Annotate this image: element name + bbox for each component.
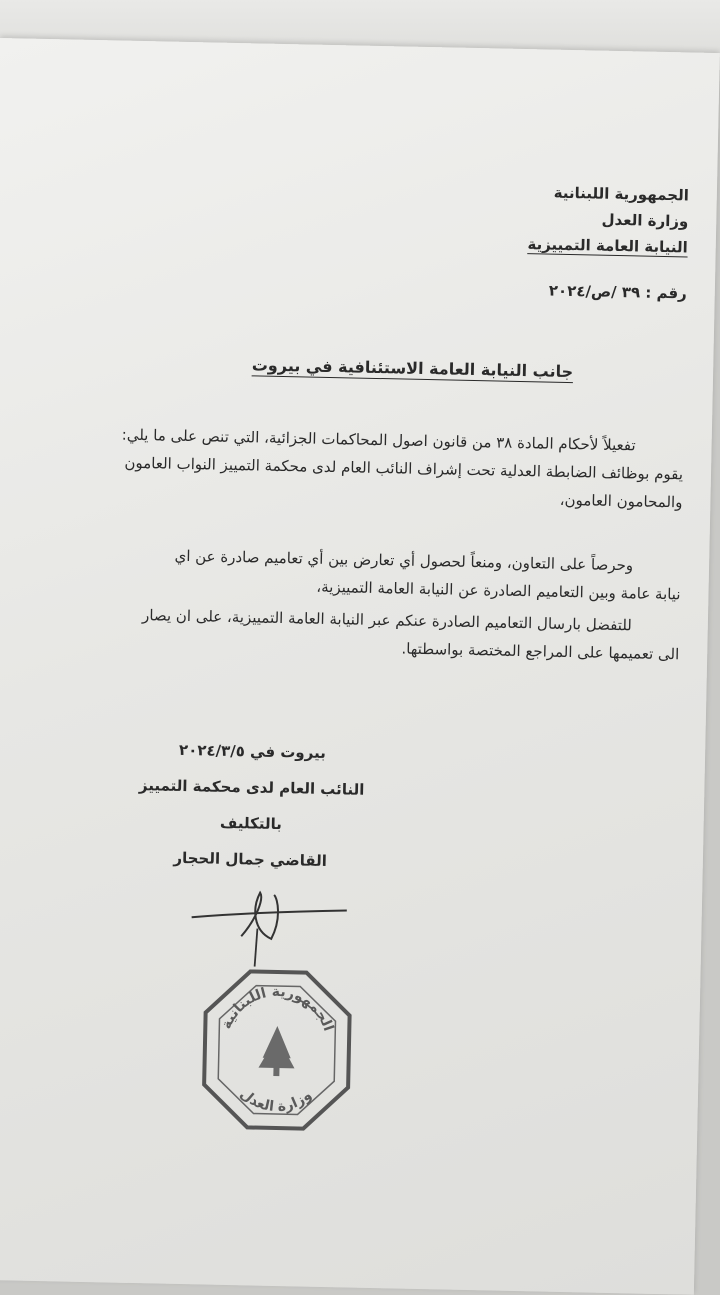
handwritten-signature [181, 887, 353, 971]
stamp-bottom-text: وزارة العدل [236, 1085, 315, 1116]
signature-name: القاضي جمال الحجار [173, 848, 328, 871]
official-stamp [195, 964, 359, 1137]
paragraph-1-line-1: تفعيلاً لأحكام المادة ٣٨ من قانون اصول المحاكمات الجزائية، التي تنص على ما يلي: [121, 425, 636, 455]
paragraph-2-line-1: وحرصاً على التعاون، ومنعاً لحصول أي تعارض بين أي تعاميم صادرة عن اي [174, 546, 634, 575]
paragraph-3 [29, 595, 680, 669]
signature-title: النائب العام لدى محكمة التمييز [138, 776, 365, 799]
paragraph-1-line-3: والمحامون العامون، [559, 490, 683, 512]
letterhead [527, 179, 689, 260]
country-name: الجمهورية اللبنانية [553, 183, 690, 205]
paragraph-1 [32, 419, 684, 517]
paragraph-2-line-2: نيابة عامة وبين التعاميم الصادرة عن النيابة العامة التمييزية، [316, 577, 681, 604]
paragraph-3-line-1: للتفضل بارسال التعاميم الصادرة عنكم عبر النيابة العامة التمييزية، على ان يصار [141, 606, 633, 635]
office-name: النيابة العامة التمييزية [527, 235, 688, 257]
cedar-emblem-icon [258, 1026, 295, 1077]
addressee-line: جانب النيابة العامة الاستئنافية في بيروت [251, 355, 574, 382]
signature-delegation: بالتكليف [219, 813, 283, 834]
signature-date: بيروت في ٢٠٢٤/٣/٥ [178, 740, 327, 762]
ministry-name: وزارة العدل [601, 210, 689, 231]
paragraph-3-line-2: الى تعميمها على المراجع المختصة بواسطتها. [401, 639, 680, 664]
reference-number: رقم : ٣٩ /ص/٢٠٢٤ [548, 281, 687, 303]
stamp-top-text: الجمهورية اللبنانية [218, 983, 337, 1034]
paragraph-1-line-2: يقوم بوظائف الضابطة العدلية تحت إشراف النائب العام لدى محكمة التمييز النواب العامون [124, 453, 684, 484]
document-page [0, 38, 720, 1295]
signature-block [137, 731, 365, 880]
